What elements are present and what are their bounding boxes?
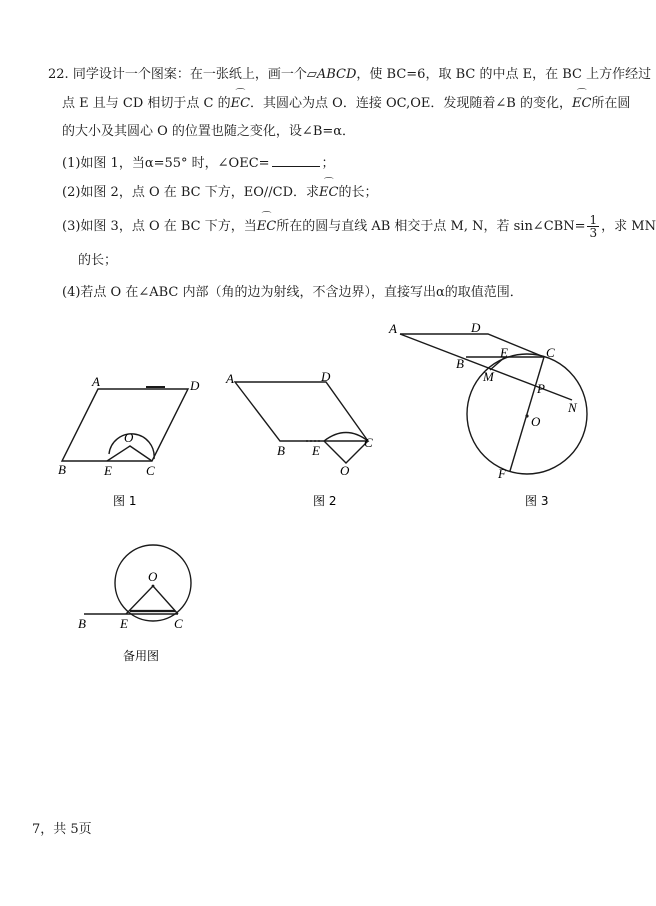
q3-line2: 的长； — [78, 253, 118, 268]
fig3-label-o: O — [531, 414, 541, 429]
q1-end: ； — [321, 156, 335, 171]
fig2-label-e: E — [312, 443, 320, 458]
q4-text: (4)若点 O 在∠ABC 内部（角的边为射线，不含边界），直接写出α的取值范围． — [62, 285, 523, 300]
page-footer: 7，共 5页 — [32, 822, 92, 837]
spare-label-o: O — [148, 569, 158, 584]
fig3-label-f: F — [498, 466, 506, 481]
fig2-label-c: C — [364, 435, 373, 450]
fig2-label-b: B — [277, 443, 285, 458]
figure-3 — [400, 334, 587, 474]
spare-caption: 备用图 — [123, 649, 160, 663]
q3-arc-label: ⌒ EC — [257, 218, 276, 236]
q1-text: (1)如图 1，当α=55° 时，∠OEC= — [62, 156, 270, 171]
fraction-numerator: 1 — [589, 213, 598, 227]
intro-text-3: 的大小及其圆心 O 的位置也随之变化，设∠B=α． — [62, 124, 356, 139]
figure-1 — [62, 387, 188, 461]
q2-text: (2)如图 2，点 O 在 BC 下方，EO//CD．求 — [62, 185, 320, 200]
fig1-label-e: E — [104, 463, 112, 478]
spare-figure — [84, 545, 191, 621]
q2-end: 的长； — [338, 185, 378, 200]
intro-text-1a: 同学设计一个图案：在一张纸上，画一个 — [72, 67, 307, 82]
intro-text-2c: 所在圆 — [591, 96, 631, 111]
q2-arc-label: ⌒ EC — [319, 184, 338, 202]
fig1-caption: 图 1 — [113, 494, 137, 508]
q3-text-c: ，求 MN — [601, 219, 656, 234]
fig3-caption: 图 3 — [525, 494, 549, 508]
fig3-line-ab — [400, 334, 572, 400]
fig1-label-a: A — [92, 374, 100, 389]
fig2-caption: 图 2 — [313, 494, 337, 508]
fig3-label-d: D — [471, 320, 481, 335]
fraction-denominator: 3 — [589, 226, 598, 240]
fig2-label-a: A — [226, 371, 234, 386]
fig1-radii — [107, 446, 152, 461]
q3-text: (3)如图 3，点 O 在 BC 下方，当 — [62, 219, 257, 234]
fig2-radii — [324, 441, 368, 463]
fig3-label-a: A — [389, 321, 397, 336]
fig2-arc — [324, 433, 368, 442]
fig2-label-o: O — [340, 463, 350, 478]
fig3-center-dot — [525, 414, 528, 417]
intro-text-2b: ．其圆心为点 O．连接 OC,OE．发现随着∠B 的变化， — [250, 96, 572, 111]
spare-label-b: B — [78, 616, 86, 631]
fig3-label-c: C — [546, 345, 555, 360]
fig3-label-n: N — [568, 400, 577, 415]
spare-label-c: C — [174, 616, 183, 631]
fig1-label-c: C — [146, 463, 155, 478]
parallelogram-label: ▱ABCD — [306, 67, 357, 82]
fig1-parallelogram — [62, 389, 188, 461]
fig3-label-m: M — [483, 369, 494, 384]
fig2-label-d: D — [321, 369, 331, 384]
spare-label-e: E — [120, 616, 128, 631]
problem-number: 22. — [48, 67, 69, 82]
fig1-label-o: O — [124, 430, 134, 445]
spare-radii — [126, 586, 178, 614]
arc-ec-label: ⌒ EC — [231, 95, 250, 113]
arc-ec-label-2: ⌒ EC — [572, 95, 591, 113]
fig3-label-b: B — [456, 356, 464, 371]
q3-text-b: 所在的圆与直线 AB 相交于点 M, N，若 sin∠CBN= — [276, 219, 586, 234]
fig1-label-b: B — [58, 462, 66, 477]
fig1-label-d: D — [190, 378, 200, 393]
spare-center-dot — [152, 585, 155, 588]
intro-text-2a: 点 E 且与 CD 相切于点 C 的 — [62, 96, 231, 111]
fig3-label-e: E — [500, 345, 508, 360]
intro-text-1b: ，使 BC=6，取 BC 的中点 E，在 BC 上方作经过 — [356, 67, 652, 82]
figure-2 — [235, 382, 368, 463]
fig3-label-p: P — [537, 381, 545, 396]
